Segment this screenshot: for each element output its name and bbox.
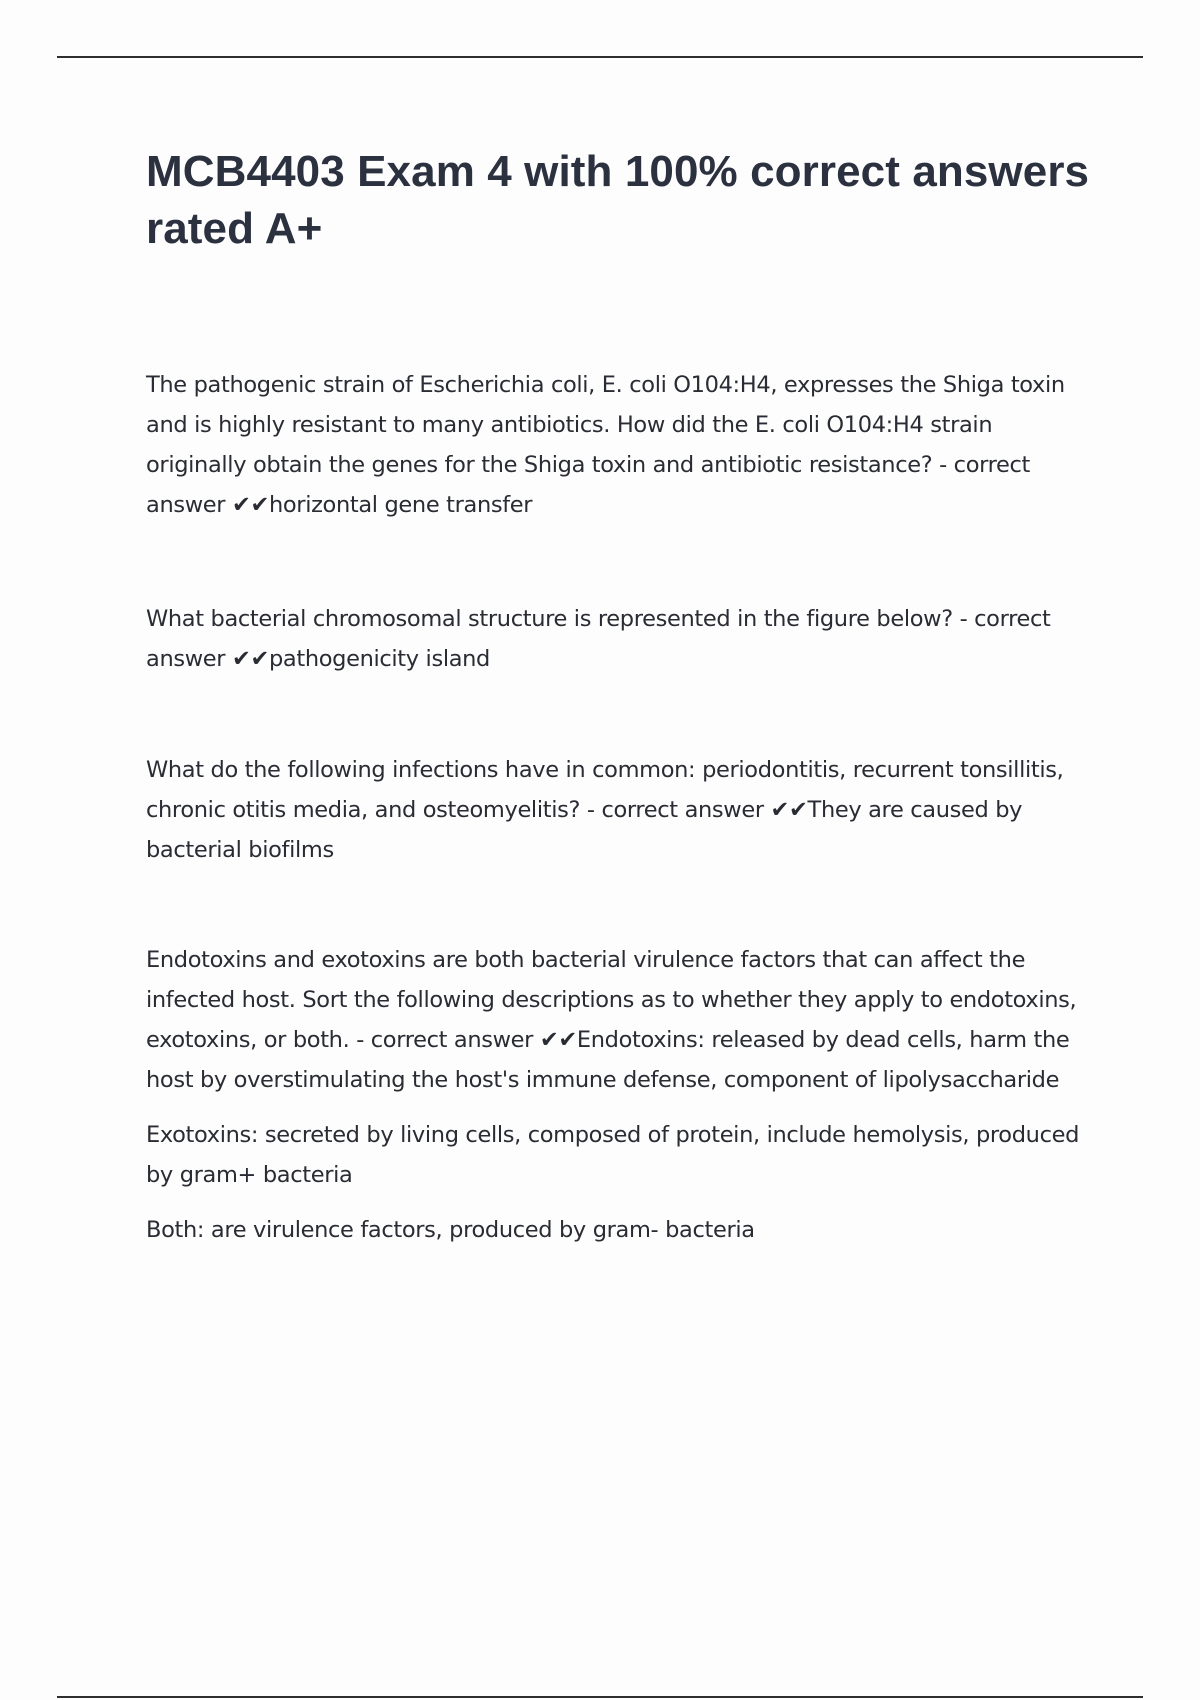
qa-item — [146, 365, 1096, 525]
qa-text: What bacterial chromosomal structure is represented in the figure below? - correct answer ✔✔pathogenicity island — [146, 606, 1051, 672]
qa-text: What do the following infections have in common: periodontitis, recurrent tonsillitis, chronic otitis media, and osteomyelitis? - correct answer ✔✔They are caused by bacterial biofilms — [146, 757, 1064, 863]
qa-text: The pathogenic strain of Escherichia coli, E. coli O104:H4, expresses the Shiga toxin and is highly resistant to many antibiotics. How did the E. coli O104:H4 strain originally obtain the genes for the Shiga toxin and antibiotic resistance? - correct answer ✔✔horizontal gene transfer — [146, 372, 1065, 518]
qa-text: Endotoxins and exotoxins are both bacterial virulence factors that can affect the infected host. Sort the following descriptions as to whether they apply to endotoxins, exotoxins, or both. - correct answer ✔✔Endotoxins: released by dead cells, harm the host by overstimulating the host's immune defense, component of lipolysaccharide — [146, 947, 1077, 1093]
bottom-divider — [57, 1696, 1143, 1698]
top-divider — [57, 56, 1143, 58]
qa-item — [146, 940, 1096, 1250]
document-title: MCB4403 Exam 4 with 100% correct answers rated A+ — [146, 147, 1090, 253]
qa-item — [146, 750, 1096, 870]
qa-item — [146, 599, 1096, 679]
qa-text-continued: Exotoxins: secreted by living cells, composed of protein, include hemolysis, produced by gram+ bacteria — [146, 1122, 1080, 1188]
qa-text-continued: Both: are virulence factors, produced by gram- bacteria — [146, 1217, 755, 1243]
